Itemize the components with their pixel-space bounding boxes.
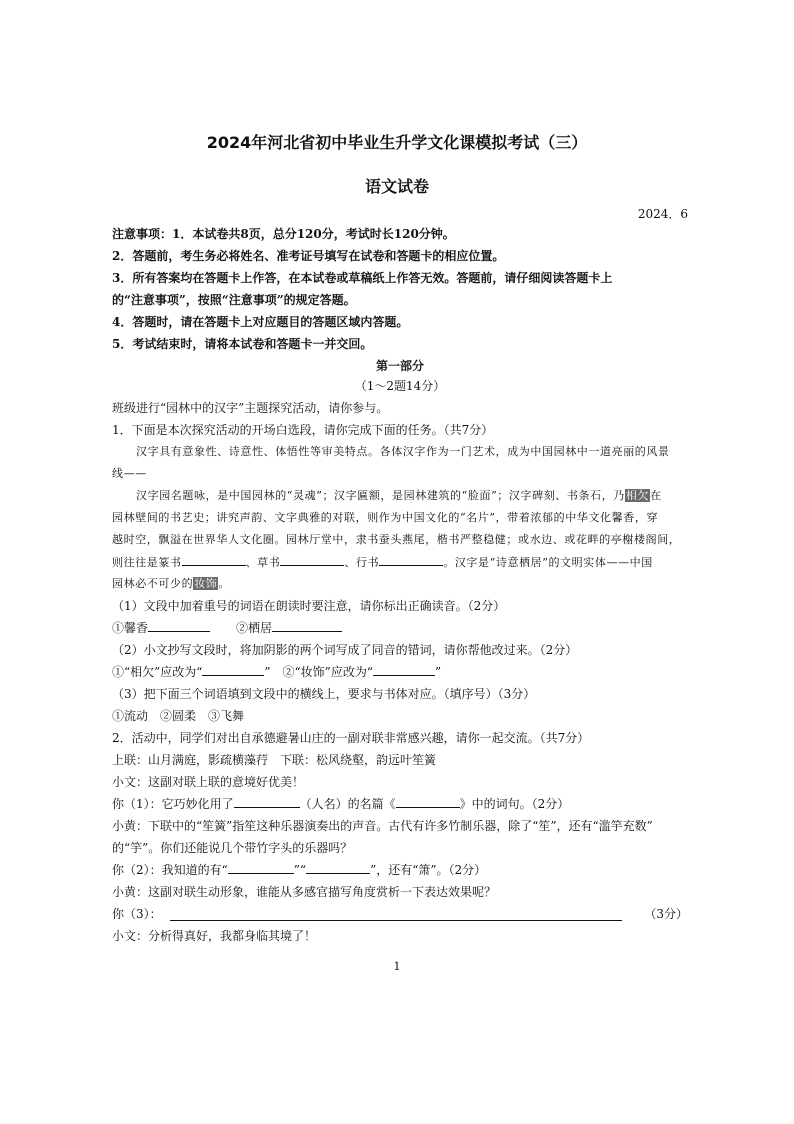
passage-text: 则往往是篆书 — [112, 556, 182, 569]
subquestion-3: （3）把下面三个词语填到文段中的横线上，要求与书体对应。（填序号）（3分） — [112, 687, 536, 701]
answer-blank-running-script[interactable] — [379, 554, 443, 566]
answer-blank-instrument-1[interactable] — [228, 862, 294, 874]
subquestion-2-items — [112, 664, 688, 680]
correction-2-close: ” — [434, 665, 442, 679]
subquestion-1: （1）文段中加着重号的词语在朗读时要注意，请你标出正确读音。（2分） — [112, 599, 506, 613]
notice-line-3b: 的“注意事项”，按照“注意事项”的规定答题。 — [112, 293, 356, 307]
passage-text: 、草书 — [245, 556, 281, 569]
correction-1-close: ” — [264, 665, 271, 679]
passage-text: 。汉字是“诗意栖居”的文明实体——中国 — [443, 556, 653, 569]
answer-blank-author[interactable] — [234, 796, 300, 808]
dialogue-you-2 — [112, 862, 688, 878]
answer-blank-seal-script[interactable] — [182, 554, 246, 566]
dialogue-text: 你（3）： — [112, 907, 162, 921]
passage-p1-line-1: 汉字具有意象性、诗意性、体悟性等审美特点。各体汉字作为一门艺术，成为中国园林中一道亮丽的风景 — [136, 445, 670, 458]
notice-line-2: 2．答题前，考生务必将姓名、准考证号填写在试卷和答题卡的相应位置。 — [112, 249, 505, 263]
item-xinxiang: ①馨香 — [112, 621, 149, 635]
subquestion-1-items — [112, 620, 688, 636]
score-label-3: （3分） — [644, 907, 688, 921]
answer-blank-work-title[interactable] — [396, 796, 460, 808]
correction-1-label: ①“相欠”应改为“ — [112, 665, 203, 679]
dialogue-text: ”，还有“箫”。（2分） — [370, 863, 487, 877]
question-2-stem: 2．活动中，同学们对出自承德避暑山庄的一副对联非常感兴趣，请你一起交流。（共7分） — [112, 731, 590, 745]
notice-line-3a: 3．所有答案均在答题卡上作答，在本试卷或草稿纸上作答无效。答题前，请仔细阅读答题卡上 — [112, 271, 613, 285]
passage-text: 园林必不可少的 — [112, 577, 194, 590]
item-qiju: ②栖居 — [236, 621, 273, 635]
answer-blank-instrument-2[interactable] — [306, 862, 370, 874]
subject-title: 语文试卷 — [364, 177, 429, 196]
dialogue-xiaohuang-1a: 小黄：下联中的“笙簧”指笙这种乐器演奏出的声音。古代有许多竹制乐器，除了“笙”，还有“滥竽充数” — [112, 819, 653, 833]
passage-p2-line-4 — [112, 554, 688, 570]
exam-date: 2024．6 — [637, 207, 688, 221]
question-1-stem: 1．下面是本次探究活动的开场白选段，请你完成下面的任务。（共7分） — [112, 423, 494, 437]
notice-line-1: 注意事项：1．本试卷共8页，总分120分，考试时长120分钟。 — [112, 227, 455, 241]
dialogue-text: 》中的词句。（2分） — [459, 797, 570, 811]
subquestion-3-options: ①流动 ②圆柔 ③飞舞 — [112, 709, 245, 723]
activity-intro: 班级进行“园林中的汉字”主题探究活动，请你参与。 — [112, 401, 389, 415]
passage-text: 。 — [218, 577, 231, 590]
dialogue-xiaowen-1: 小文：这副对联上联的意境好优美！ — [112, 775, 305, 789]
passage-p2-line-3: 越时空，飘溢在世界华人文化圈。园林厅堂中，隶书蚕头燕尾，楷书严整稳健；或水边、或花畔的亭榭楼阁间， — [112, 533, 681, 546]
exam-title: 2024年河北省初中毕业生升学文化课模拟考试（三） — [206, 133, 588, 152]
answer-blank-correction-2[interactable] — [373, 664, 435, 676]
part-title: 第一部分 — [375, 359, 424, 373]
part-range: （1～2题14分） — [354, 379, 446, 393]
answer-blank-cursive-script[interactable] — [280, 554, 344, 566]
passage-p2-line-5 — [112, 576, 688, 591]
dialogue-text: （人名）的名篇《 — [299, 797, 396, 811]
dialogue-xiaowen-2: 小文：分析得真好，我都身临其境了！ — [112, 929, 317, 943]
page-number: 1 — [393, 960, 401, 973]
passage-text: 、行书 — [344, 556, 380, 569]
notice-line-5: 5．考试结束时，请将本试卷和答题卡一并交回。 — [112, 337, 373, 351]
passage-text: 在 — [650, 489, 662, 502]
shaded-word-2: 妆饰 — [194, 577, 218, 590]
passage-p1-line-2: 线—— — [112, 467, 147, 480]
answer-blank-pinyin-1[interactable] — [148, 620, 210, 632]
passage-text: 汉字园名题咏，是中国园林的“灵魂”；汉字匾额，是园林建筑的“脸面”；汉字碑刻、书条石，乃 — [136, 489, 625, 502]
passage-p2-line-2: 园林壁间的书艺史；讲究声韵、文字典雅的对联，则作为中国文化的“名片”，带着浓郁的中华文化馨香，穿 — [112, 511, 659, 524]
dialogue-xiaohuang-2: 小黄：这副对联生动形象，谁能从多感官描写角度赏析一下表达效果呢？ — [112, 885, 497, 899]
shaded-word-1: 相欠 — [625, 489, 650, 502]
answer-line-appreciation[interactable] — [170, 920, 622, 921]
couplet: 上联：山月满庭，影疏横藻荇 下联：松风绕壑，韵远叶笙簧 — [112, 753, 437, 767]
dialogue-text: 你（1）：它巧妙化用了 — [112, 797, 234, 811]
dialogue-you-1 — [112, 796, 688, 812]
dialogue-xiaohuang-1b: 的“竽”。你们还能说几个带竹字头的乐器吗？ — [112, 841, 353, 855]
dialogue-text: 你（2）：我知道的有“ — [112, 863, 228, 877]
dialogue-text: ”“ — [293, 863, 307, 877]
notice-line-4: 4．答题时，请在答题卡上对应题目的答题区域内答题。 — [112, 315, 409, 329]
passage-p2-line-1 — [136, 488, 688, 503]
correction-2-label: ②“妆饰”应改为“ — [282, 665, 373, 679]
subquestion-2: （2）小文抄写文段时，将加阴影的两个词写成了同音的错词，请你帮他改过来。（2分） — [112, 643, 578, 657]
answer-blank-pinyin-2[interactable] — [272, 620, 342, 632]
answer-blank-correction-1[interactable] — [202, 664, 264, 676]
